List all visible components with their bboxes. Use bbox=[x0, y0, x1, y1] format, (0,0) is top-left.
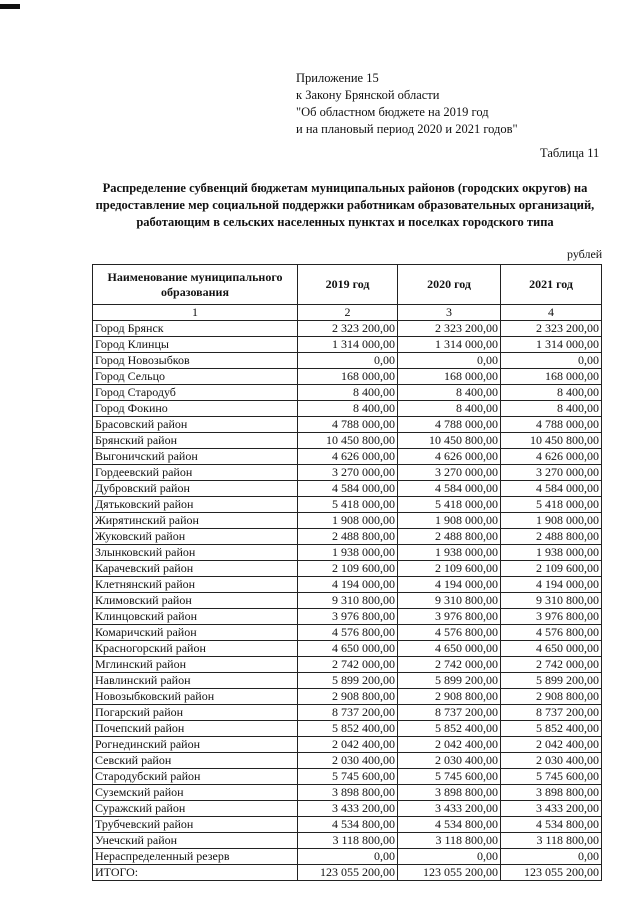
value-2020-cell: 4 576 800,00 bbox=[398, 625, 501, 641]
value-2019-cell: 5 745 600,00 bbox=[298, 769, 398, 785]
table-row bbox=[93, 689, 602, 705]
value-2020-cell: 8 400,00 bbox=[398, 385, 501, 401]
title-line: Распределение субвенций бюджетам муниципальных районов (городских округов) на bbox=[102, 181, 588, 195]
value-2021-cell: 5 852 400,00 bbox=[501, 721, 602, 737]
municipality-cell: Город Брянск bbox=[93, 321, 298, 337]
municipality-cell: Унечский район bbox=[93, 833, 298, 849]
table-row bbox=[93, 593, 602, 609]
value-2020-cell: 5 852 400,00 bbox=[398, 721, 501, 737]
table-row bbox=[93, 353, 602, 369]
column-number: 4 bbox=[501, 305, 602, 321]
value-2021-cell: 2 742 000,00 bbox=[501, 657, 602, 673]
value-2019-cell: 2 488 800,00 bbox=[298, 529, 398, 545]
table-row bbox=[93, 609, 602, 625]
value-2020-cell: 2 488 800,00 bbox=[398, 529, 501, 545]
column-number: 2 bbox=[298, 305, 398, 321]
value-2021-cell: 10 450 800,00 bbox=[501, 433, 602, 449]
table-row bbox=[93, 321, 602, 337]
value-2019-cell: 9 310 800,00 bbox=[298, 593, 398, 609]
value-2019-cell: 8 400,00 bbox=[298, 401, 398, 417]
table-row bbox=[93, 577, 602, 593]
municipality-cell: Климовский район bbox=[93, 593, 298, 609]
municipality-cell: Дубровский район bbox=[93, 481, 298, 497]
table-row bbox=[93, 849, 602, 865]
value-2021-cell: 2 323 200,00 bbox=[501, 321, 602, 337]
value-2020-cell: 8 400,00 bbox=[398, 401, 501, 417]
value-2021-cell: 4 534 800,00 bbox=[501, 817, 602, 833]
appendix-header bbox=[296, 70, 518, 138]
value-2019-cell: 4 650 000,00 bbox=[298, 641, 398, 657]
municipality-cell: Стародубский район bbox=[93, 769, 298, 785]
value-2021-cell: 4 194 000,00 bbox=[501, 577, 602, 593]
value-2019-cell: 5 899 200,00 bbox=[298, 673, 398, 689]
table-row bbox=[93, 513, 602, 529]
value-2020-cell: 4 650 000,00 bbox=[398, 641, 501, 657]
table-row bbox=[93, 433, 602, 449]
value-2020-cell: 3 270 000,00 bbox=[398, 465, 501, 481]
value-2021-cell: 2 109 600,00 bbox=[501, 561, 602, 577]
value-2021-cell: 8 400,00 bbox=[501, 385, 602, 401]
municipality-cell: Севский район bbox=[93, 753, 298, 769]
column-number-row bbox=[93, 305, 602, 321]
municipality-cell: Город Новозыбков bbox=[93, 353, 298, 369]
value-2021-cell: 8 400,00 bbox=[501, 401, 602, 417]
value-2020-cell: 3 118 800,00 bbox=[398, 833, 501, 849]
value-2020-cell: 1 314 000,00 bbox=[398, 337, 501, 353]
value-2020-cell: 4 626 000,00 bbox=[398, 449, 501, 465]
value-2020-cell: 3 433 200,00 bbox=[398, 801, 501, 817]
municipality-cell: Жуковский район bbox=[93, 529, 298, 545]
value-2019-cell: 4 626 000,00 bbox=[298, 449, 398, 465]
column-number: 1 bbox=[93, 305, 298, 321]
table-row bbox=[93, 801, 602, 817]
value-2021-cell: 4 626 000,00 bbox=[501, 449, 602, 465]
appendix-line: Приложение 15 bbox=[296, 71, 379, 85]
table-row bbox=[93, 753, 602, 769]
appendix-line: и на плановый период 2020 и 2021 годов" bbox=[296, 122, 518, 136]
value-2021-cell: 2 042 400,00 bbox=[501, 737, 602, 753]
municipality-cell: Город Фокино bbox=[93, 401, 298, 417]
table-row bbox=[93, 833, 602, 849]
value-2020-cell: 1 938 000,00 bbox=[398, 545, 501, 561]
value-2021-cell: 4 576 800,00 bbox=[501, 625, 602, 641]
value-2020-cell: 5 745 600,00 bbox=[398, 769, 501, 785]
municipality-cell: Брянский район bbox=[93, 433, 298, 449]
value-2020-cell: 8 737 200,00 bbox=[398, 705, 501, 721]
table-row bbox=[93, 337, 602, 353]
value-2019-cell: 5 418 000,00 bbox=[298, 497, 398, 513]
value-2020-cell: 4 194 000,00 bbox=[398, 577, 501, 593]
value-2021-cell: 1 314 000,00 bbox=[501, 337, 602, 353]
table-row bbox=[93, 865, 602, 881]
value-2019-cell: 1 314 000,00 bbox=[298, 337, 398, 353]
value-2019-cell: 3 976 800,00 bbox=[298, 609, 398, 625]
value-2020-cell: 2 323 200,00 bbox=[398, 321, 501, 337]
table-row bbox=[93, 401, 602, 417]
value-2021-cell: 3 433 200,00 bbox=[501, 801, 602, 817]
value-2019-cell: 8 400,00 bbox=[298, 385, 398, 401]
table-label: Таблица 11 bbox=[540, 146, 600, 160]
municipality-cell: Суземский район bbox=[93, 785, 298, 801]
municipality-cell: Новозыбковский район bbox=[93, 689, 298, 705]
corner-scan-mark bbox=[0, 4, 20, 9]
table-row bbox=[93, 481, 602, 497]
municipality-cell: Мглинский район bbox=[93, 657, 298, 673]
value-2019-cell: 3 433 200,00 bbox=[298, 801, 398, 817]
table-body bbox=[93, 321, 602, 881]
value-2020-cell: 3 976 800,00 bbox=[398, 609, 501, 625]
table-row bbox=[93, 641, 602, 657]
municipality-cell: Нераспределенный резерв bbox=[93, 849, 298, 865]
table-row bbox=[93, 529, 602, 545]
value-2019-cell: 2 030 400,00 bbox=[298, 753, 398, 769]
value-2019-cell: 4 788 000,00 bbox=[298, 417, 398, 433]
value-2021-cell: 1 938 000,00 bbox=[501, 545, 602, 561]
table-row bbox=[93, 785, 602, 801]
table-row bbox=[93, 737, 602, 753]
title-line: работающим в сельских населенных пунктах и поселках городского типа bbox=[136, 215, 554, 229]
municipality-cell: Комаричский район bbox=[93, 625, 298, 641]
value-2019-cell: 2 109 600,00 bbox=[298, 561, 398, 577]
value-2020-cell: 4 534 800,00 bbox=[398, 817, 501, 833]
table-row bbox=[93, 385, 602, 401]
value-2020-cell: 5 418 000,00 bbox=[398, 497, 501, 513]
title-line: предоставление мер социальной поддержки работникам образовательных организаций, bbox=[95, 198, 595, 212]
value-2021-cell: 3 898 800,00 bbox=[501, 785, 602, 801]
value-2019-cell: 3 118 800,00 bbox=[298, 833, 398, 849]
value-2021-cell: 2 488 800,00 bbox=[501, 529, 602, 545]
municipality-cell: Злынковский район bbox=[93, 545, 298, 561]
value-2020-cell: 2 908 800,00 bbox=[398, 689, 501, 705]
table-row bbox=[93, 561, 602, 577]
value-2020-cell: 168 000,00 bbox=[398, 369, 501, 385]
table-row bbox=[93, 449, 602, 465]
value-2021-cell: 4 584 000,00 bbox=[501, 481, 602, 497]
value-2020-cell: 4 584 000,00 bbox=[398, 481, 501, 497]
value-2019-cell: 4 576 800,00 bbox=[298, 625, 398, 641]
value-2019-cell: 2 323 200,00 bbox=[298, 321, 398, 337]
subsidy-table bbox=[92, 264, 602, 881]
value-2021-cell: 3 118 800,00 bbox=[501, 833, 602, 849]
municipality-cell: Красногорский район bbox=[93, 641, 298, 657]
value-2021-cell: 3 976 800,00 bbox=[501, 609, 602, 625]
value-2020-cell: 2 030 400,00 bbox=[398, 753, 501, 769]
municipality-cell: Клетнянский район bbox=[93, 577, 298, 593]
municipality-cell: Навлинский район bbox=[93, 673, 298, 689]
value-2021-cell: 123 055 200,00 bbox=[501, 865, 602, 881]
value-2021-cell: 2 908 800,00 bbox=[501, 689, 602, 705]
value-2021-cell: 4 650 000,00 bbox=[501, 641, 602, 657]
value-2019-cell: 0,00 bbox=[298, 849, 398, 865]
table-row bbox=[93, 545, 602, 561]
header-municipality: Наименование муниципального образования bbox=[93, 265, 298, 305]
municipality-cell: Суражский район bbox=[93, 801, 298, 817]
municipality-cell: Почепский район bbox=[93, 721, 298, 737]
table-row bbox=[93, 465, 602, 481]
value-2020-cell: 10 450 800,00 bbox=[398, 433, 501, 449]
value-2019-cell: 2 742 000,00 bbox=[298, 657, 398, 673]
header-2019: 2019 год bbox=[298, 265, 398, 305]
value-2019-cell: 10 450 800,00 bbox=[298, 433, 398, 449]
value-2021-cell: 9 310 800,00 bbox=[501, 593, 602, 609]
municipality-cell: ИТОГО: bbox=[93, 865, 298, 881]
appendix-line: "Об областном бюджете на 2019 год bbox=[296, 105, 489, 119]
value-2021-cell: 5 418 000,00 bbox=[501, 497, 602, 513]
municipality-cell: Трубчевский район bbox=[93, 817, 298, 833]
value-2021-cell: 4 788 000,00 bbox=[501, 417, 602, 433]
value-2020-cell: 4 788 000,00 bbox=[398, 417, 501, 433]
value-2019-cell: 123 055 200,00 bbox=[298, 865, 398, 881]
municipality-cell: Дятьковский район bbox=[93, 497, 298, 513]
table-row bbox=[93, 625, 602, 641]
municipality-cell: Гордеевский район bbox=[93, 465, 298, 481]
value-2020-cell: 2 742 000,00 bbox=[398, 657, 501, 673]
value-2019-cell: 8 737 200,00 bbox=[298, 705, 398, 721]
value-2019-cell: 168 000,00 bbox=[298, 369, 398, 385]
municipality-cell: Город Сельцо bbox=[93, 369, 298, 385]
value-2021-cell: 5 745 600,00 bbox=[501, 769, 602, 785]
value-2020-cell: 9 310 800,00 bbox=[398, 593, 501, 609]
municipality-cell: Город Клинцы bbox=[93, 337, 298, 353]
appendix-line: к Закону Брянской области bbox=[296, 88, 440, 102]
value-2020-cell: 123 055 200,00 bbox=[398, 865, 501, 881]
value-2019-cell: 5 852 400,00 bbox=[298, 721, 398, 737]
header-2020: 2020 год bbox=[398, 265, 501, 305]
table-row bbox=[93, 497, 602, 513]
value-2019-cell: 1 938 000,00 bbox=[298, 545, 398, 561]
table-row bbox=[93, 817, 602, 833]
value-2019-cell: 3 270 000,00 bbox=[298, 465, 398, 481]
table-row bbox=[93, 705, 602, 721]
value-2021-cell: 0,00 bbox=[501, 849, 602, 865]
value-2021-cell: 2 030 400,00 bbox=[501, 753, 602, 769]
municipality-cell: Выгоничский район bbox=[93, 449, 298, 465]
table-row bbox=[93, 369, 602, 385]
value-2019-cell: 4 534 800,00 bbox=[298, 817, 398, 833]
table-row bbox=[93, 769, 602, 785]
value-2020-cell: 2 109 600,00 bbox=[398, 561, 501, 577]
value-2021-cell: 0,00 bbox=[501, 353, 602, 369]
value-2020-cell: 0,00 bbox=[398, 849, 501, 865]
header-2021: 2021 год bbox=[501, 265, 602, 305]
municipality-cell: Брасовский район bbox=[93, 417, 298, 433]
value-2020-cell: 0,00 bbox=[398, 353, 501, 369]
table-row bbox=[93, 673, 602, 689]
value-2020-cell: 5 899 200,00 bbox=[398, 673, 501, 689]
value-2020-cell: 3 898 800,00 bbox=[398, 785, 501, 801]
municipality-cell: Рогнединский район bbox=[93, 737, 298, 753]
document-title bbox=[80, 180, 610, 231]
table-row bbox=[93, 721, 602, 737]
value-2019-cell: 0,00 bbox=[298, 353, 398, 369]
value-2021-cell: 8 737 200,00 bbox=[501, 705, 602, 721]
units-label: рублей bbox=[567, 247, 603, 261]
value-2021-cell: 5 899 200,00 bbox=[501, 673, 602, 689]
value-2019-cell: 2 908 800,00 bbox=[298, 689, 398, 705]
header-row bbox=[93, 265, 602, 305]
municipality-cell: Погарский район bbox=[93, 705, 298, 721]
municipality-cell: Город Стародуб bbox=[93, 385, 298, 401]
municipality-cell: Клинцовский район bbox=[93, 609, 298, 625]
value-2021-cell: 1 908 000,00 bbox=[501, 513, 602, 529]
value-2019-cell: 4 194 000,00 bbox=[298, 577, 398, 593]
table-row bbox=[93, 417, 602, 433]
municipality-cell: Карачевский район bbox=[93, 561, 298, 577]
value-2019-cell: 3 898 800,00 bbox=[298, 785, 398, 801]
table-row bbox=[93, 657, 602, 673]
column-number: 3 bbox=[398, 305, 501, 321]
value-2019-cell: 1 908 000,00 bbox=[298, 513, 398, 529]
value-2021-cell: 168 000,00 bbox=[501, 369, 602, 385]
value-2019-cell: 4 584 000,00 bbox=[298, 481, 398, 497]
municipality-cell: Жирятинский район bbox=[93, 513, 298, 529]
value-2021-cell: 3 270 000,00 bbox=[501, 465, 602, 481]
value-2020-cell: 2 042 400,00 bbox=[398, 737, 501, 753]
value-2020-cell: 1 908 000,00 bbox=[398, 513, 501, 529]
value-2019-cell: 2 042 400,00 bbox=[298, 737, 398, 753]
